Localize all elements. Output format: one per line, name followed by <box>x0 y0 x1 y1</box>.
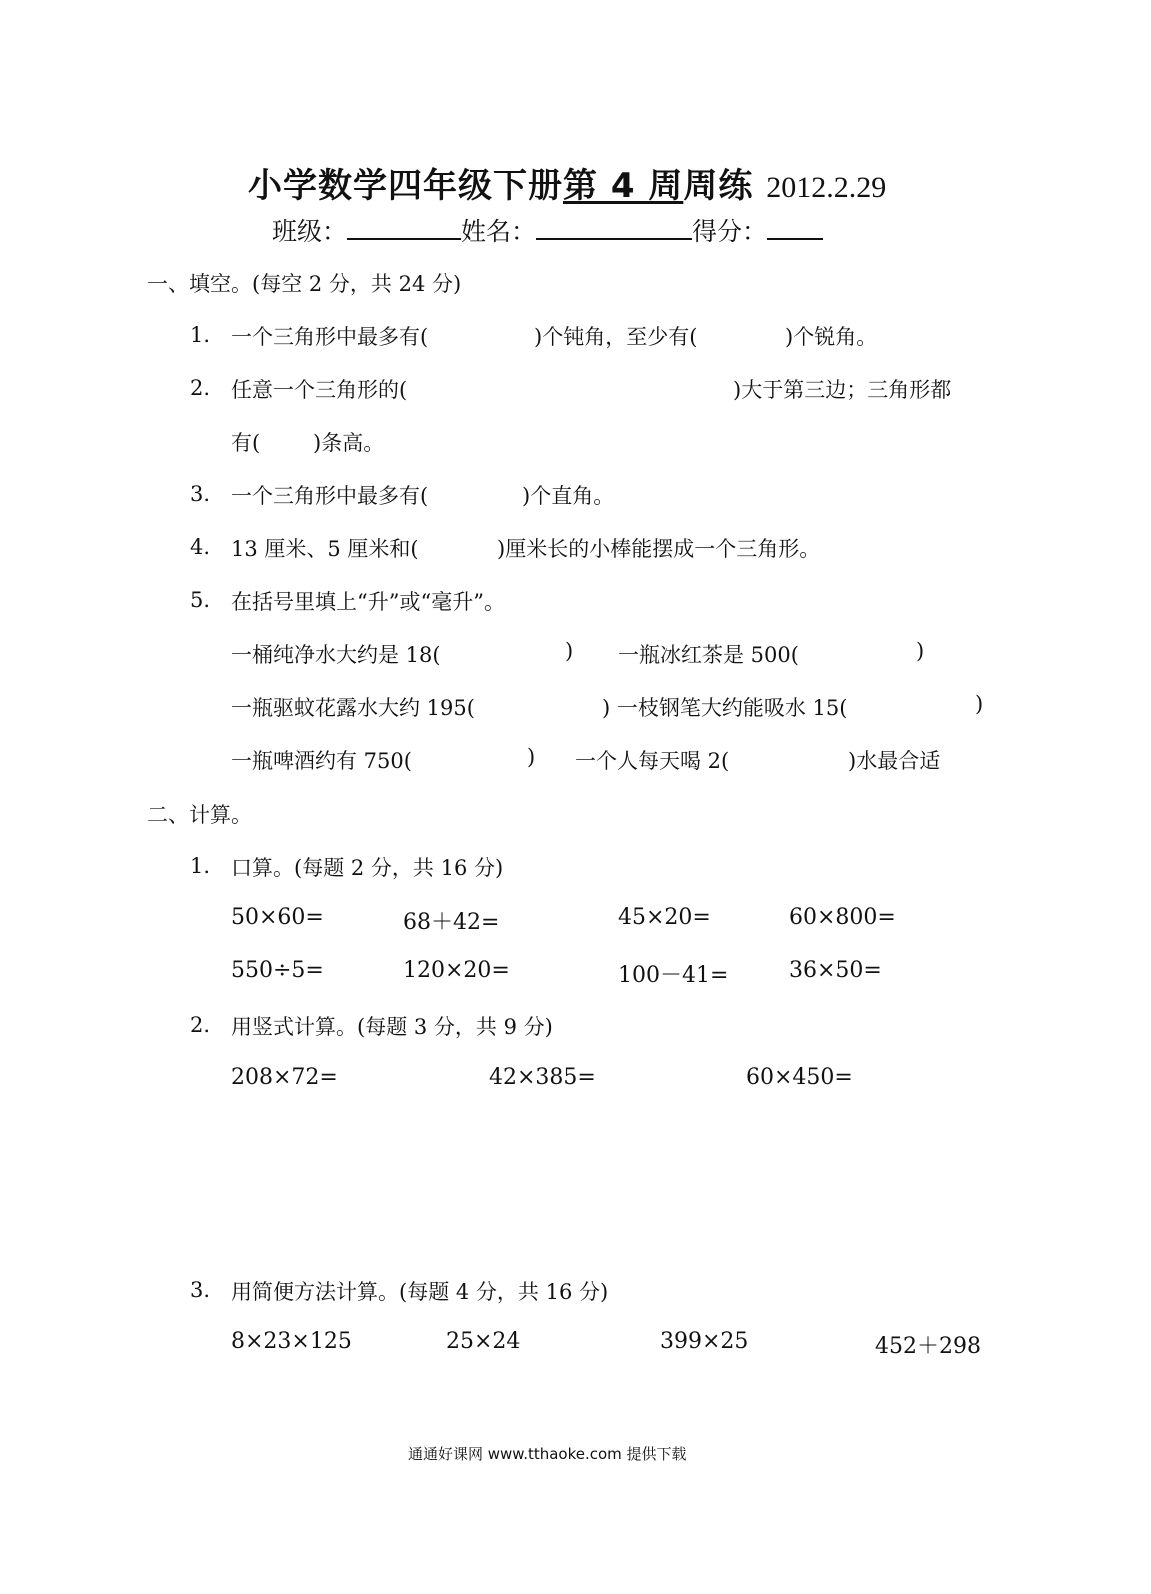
p3-item: 8×23×125 <box>231 1329 352 1354</box>
title-date: 2012.2.29 <box>766 171 887 204</box>
q5-r2-b: ) 一枝钢笔大约能吸水 15( <box>602 696 848 720</box>
p3-item: 25×24 <box>446 1329 521 1354</box>
q4-number: 4. <box>190 535 211 559</box>
p1-r1-item: 68＋42= <box>403 910 500 935</box>
q3-part-b: )个直角。 <box>522 484 615 508</box>
q4-part-b: )厘米长的小棒能摆成一个三角形。 <box>497 537 821 561</box>
q2-part-b: )大于第三边；三角形都 <box>733 378 952 402</box>
p2-item: 60×450= <box>746 1065 853 1090</box>
section2-title: 二、计算。 <box>147 803 252 827</box>
name-label: 姓名： <box>461 217 537 246</box>
title-suffix: 周练 <box>683 166 754 206</box>
q5-r1-b: ) <box>565 639 574 663</box>
p1-r1-item: 60×800= <box>789 905 896 930</box>
p2-number: 2. <box>190 1013 211 1037</box>
header-line <box>272 212 823 248</box>
footer-credit: 通通好课网 www.tthaoke.com 提供下载 <box>408 1445 687 1463</box>
p2-item: 42×385= <box>489 1065 596 1090</box>
q5-r1-d: ) <box>916 639 925 663</box>
class-blank[interactable] <box>347 216 461 240</box>
score-label: 得分： <box>692 217 768 246</box>
q5-r3-b: ) <box>527 745 536 769</box>
p2-item: 208×72= <box>231 1065 338 1090</box>
q1-part-b: )个钝角，至少有( <box>534 325 698 349</box>
q5-r3-d: )水最合适 <box>848 749 941 773</box>
name-blank[interactable] <box>536 216 692 240</box>
q5-text: 在括号里填上“升”或“毫升”。 <box>231 590 505 614</box>
q2-part-c: 有( <box>231 431 261 455</box>
q5-r2-a: 一瓶驱蚊花露水大约 195( <box>231 696 475 720</box>
q2-part-d: )条高。 <box>313 431 385 455</box>
p1-text: 口算。(每题 2 分，共 16 分) <box>231 856 504 880</box>
p1-r2-item: 36×50= <box>789 958 882 983</box>
p1-r2-item: 550÷5= <box>231 958 324 983</box>
p1-r2-item: 100－41= <box>618 963 729 988</box>
p3-item: 399×25 <box>660 1329 749 1354</box>
q1-part-a: 一个三角形中最多有( <box>231 325 429 349</box>
page-title <box>248 158 886 207</box>
p1-number: 1. <box>190 854 211 878</box>
p1-r1-item: 45×20= <box>618 905 711 930</box>
q5-r2-c: ) <box>975 692 984 716</box>
q1-part-c: )个锐角。 <box>785 325 878 349</box>
p1-r2-item: 120×20= <box>403 958 510 983</box>
q5-r1-c: 一瓶冰红茶是 500( <box>618 643 799 667</box>
q5-r1-a: 一桶纯净水大约是 18( <box>231 643 441 667</box>
class-label: 班级： <box>272 217 348 246</box>
score-blank[interactable] <box>767 216 823 240</box>
q1-number: 1. <box>190 323 211 347</box>
q5-number: 5. <box>190 588 211 612</box>
p1-r1-item: 50×60= <box>231 905 324 930</box>
title-main: 小学数学四年级下册 <box>248 166 563 206</box>
q2-number: 2. <box>190 376 211 400</box>
q3-number: 3. <box>190 482 211 506</box>
q2-part-a: 任意一个三角形的( <box>231 378 408 402</box>
q3-part-a: 一个三角形中最多有( <box>231 484 429 508</box>
title-week: 第 4 周 <box>563 166 684 206</box>
q5-r3-a: 一瓶啤酒约有 750( <box>231 749 412 773</box>
p3-text: 用简便方法计算。(每题 4 分，共 16 分) <box>231 1280 609 1304</box>
q5-r3-c: 一个人每天喝 2( <box>575 749 730 773</box>
section1-title: 一、填空。(每空 2 分，共 24 分) <box>147 272 462 296</box>
p2-text: 用竖式计算。(每题 3 分，共 9 分) <box>231 1015 553 1039</box>
p3-number: 3. <box>190 1278 211 1302</box>
p3-item: 452＋298 <box>875 1334 981 1359</box>
q4-part-a: 13 厘米、5 厘米和( <box>231 537 419 561</box>
